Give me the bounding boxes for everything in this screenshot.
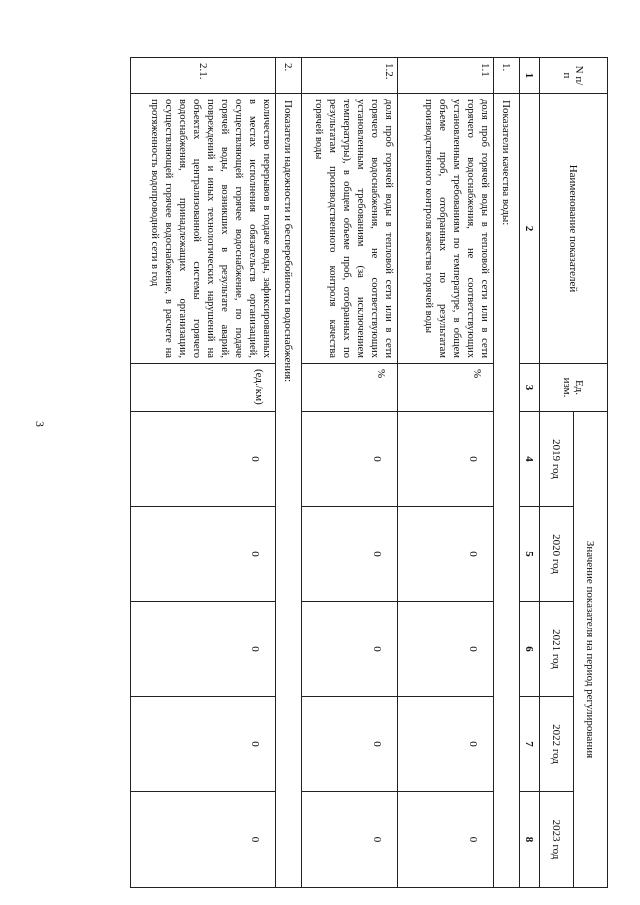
column-number: 7 bbox=[520, 697, 540, 792]
column-number: 3 bbox=[520, 364, 540, 412]
section-title: Показатели качества воды: bbox=[494, 94, 520, 888]
row-number: 1.2. bbox=[302, 58, 398, 94]
value-cell: 0 bbox=[131, 602, 276, 697]
value-cell: 0 bbox=[302, 697, 398, 792]
column-number: 2 bbox=[520, 94, 540, 364]
section-title: Показатели надежности и бесперебойности водоснабжения: bbox=[276, 94, 302, 888]
column-number: 8 bbox=[520, 792, 540, 888]
value-cell: 0 bbox=[302, 792, 398, 888]
value-cell: 0 bbox=[302, 602, 398, 697]
indicators-table bbox=[130, 57, 608, 888]
page-number: 3 bbox=[33, 421, 47, 427]
header-n: N п/п bbox=[540, 58, 608, 94]
document-sheet bbox=[60, 57, 608, 887]
row-number: 1.1 bbox=[398, 58, 494, 94]
header-unit: Ед. изм. bbox=[540, 364, 608, 412]
header-name: Наименование показателей bbox=[540, 94, 608, 364]
header-year: 2021 год bbox=[540, 602, 574, 697]
unit-cell: % bbox=[398, 364, 494, 412]
value-cell: 0 bbox=[131, 697, 276, 792]
indicator-description: доля проб горячей воды в тепловой сети или в сети горячего водоснабжения, не соответствующих установленным требованиям по температуре, в общем объеме проб, отобранных по результатам производственного контроля качества горячей воды bbox=[398, 94, 494, 364]
section-number: 2. bbox=[276, 58, 302, 94]
table-row bbox=[131, 58, 276, 888]
header-year: 2023 год bbox=[540, 792, 574, 888]
value-cell: 0 bbox=[131, 412, 276, 507]
value-cell: 0 bbox=[131, 792, 276, 888]
column-number: 1 bbox=[520, 58, 540, 94]
value-cell: 0 bbox=[398, 412, 494, 507]
value-cell: 0 bbox=[398, 602, 494, 697]
value-cell: 0 bbox=[302, 412, 398, 507]
header-year: 2022 год bbox=[540, 697, 574, 792]
header-year: 2020 год bbox=[540, 507, 574, 602]
value-cell: 0 bbox=[398, 697, 494, 792]
column-number: 6 bbox=[520, 602, 540, 697]
row-number: 2.1. bbox=[131, 58, 276, 94]
column-number: 5 bbox=[520, 507, 540, 602]
value-cell: 0 bbox=[398, 792, 494, 888]
unit-cell: (ед./км) bbox=[131, 364, 276, 412]
column-number: 4 bbox=[520, 412, 540, 507]
value-cell: 0 bbox=[302, 507, 398, 602]
indicator-description: доля проб горячей воды в тепловой сети или в сети горячего водоснабжения, не соответствующих установленным требованиям (за исключением температуры), в общем объеме проб, отобранных по результатам производственного контроля качества горячей воды bbox=[302, 94, 398, 364]
header-year: 2019 год bbox=[540, 412, 574, 507]
header-period-group: Значение показателя на период регулирования bbox=[574, 412, 608, 888]
table-row bbox=[398, 58, 494, 888]
unit-cell: % bbox=[302, 364, 398, 412]
table-row bbox=[302, 58, 398, 888]
value-cell: 0 bbox=[398, 507, 494, 602]
indicator-description: количество перерывов в подаче воды, зафиксированных в местах исполнения обязательств организацией, осуществляющей горячее водоснабжение, по подаче горячей воды, возникших в результате аварий, повреждений и иных технологических нарушений на объектах централизованной системы горячего водоснабжения, принадлежащих организации, осуществляющей горячее водоснабжение, в расчете на протяженность водопроводной сети в год bbox=[131, 94, 276, 364]
value-cell: 0 bbox=[131, 507, 276, 602]
section-number: 1. bbox=[494, 58, 520, 94]
